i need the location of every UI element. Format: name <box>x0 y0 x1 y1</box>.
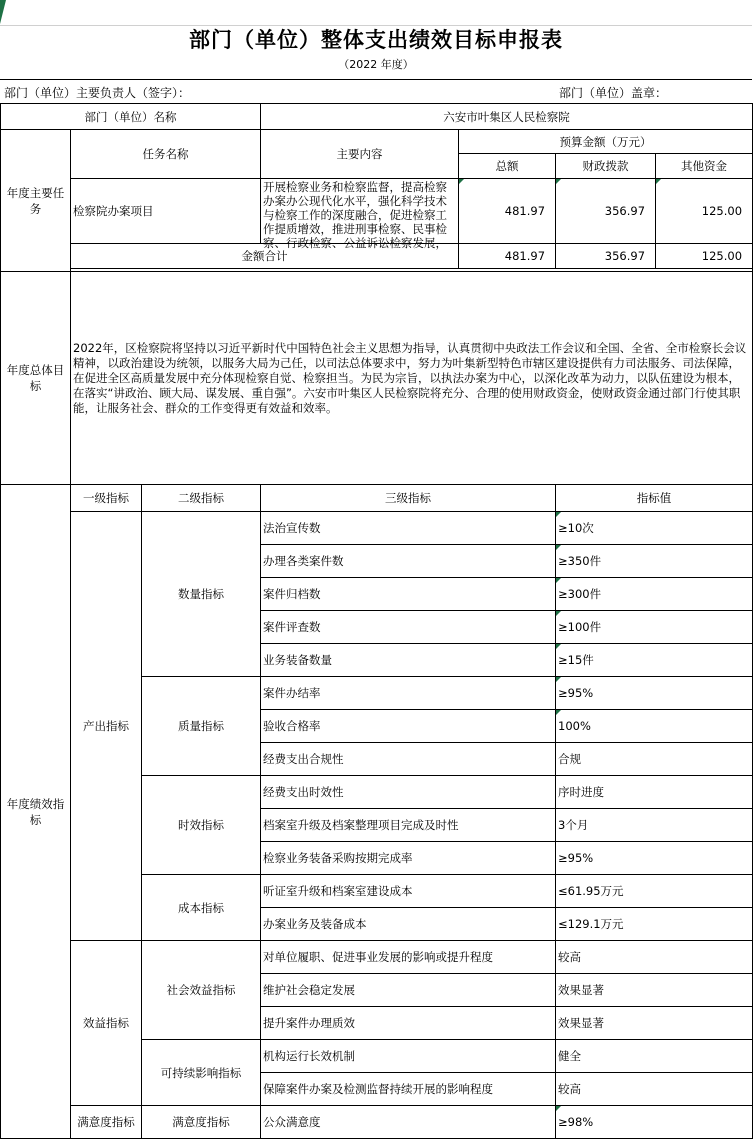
task-other: 125.00 <box>656 179 753 244</box>
l2-cost: 成本指标 <box>142 875 261 941</box>
indicator-value: 效果显著 <box>556 974 753 1007</box>
indicator-value: 序时进度 <box>556 776 753 809</box>
corner-marker <box>0 0 6 24</box>
l2-quality: 质量指标 <box>142 677 261 776</box>
other-header: 其他资金 <box>656 154 753 179</box>
indicator-value: ≥10次 <box>556 512 753 545</box>
indicator-name: 机构运行长效机制 <box>261 1040 556 1073</box>
indicator-value: ≥15件 <box>556 644 753 677</box>
total-header: 总额 <box>459 154 556 179</box>
indicator-name: 验收合格率 <box>261 710 556 743</box>
indicator-name: 办理各类案件数 <box>261 545 556 578</box>
indicator-value: 较高 <box>556 1073 753 1106</box>
indicator-value: 3个月 <box>556 809 753 842</box>
indicator-value: ≥350件 <box>556 545 753 578</box>
indicator-name: 经费支出合规性 <box>261 743 556 776</box>
l1-satisfaction: 满意度指标 <box>71 1106 142 1139</box>
indicator-value: ≥95% <box>556 677 753 710</box>
spreadsheet-top-bar <box>0 0 752 26</box>
indicator-name: 案件办结率 <box>261 677 556 710</box>
indicator-name: 对单位履职、促进事业发展的影响或提升程度 <box>261 941 556 974</box>
indicator-value: ≥100件 <box>556 611 753 644</box>
task-total: 481.97 <box>459 179 556 244</box>
l1-benefit: 效益指标 <box>71 941 142 1106</box>
fiscal-header: 财政拨款 <box>556 154 656 179</box>
sum-fiscal: 356.97 <box>556 244 656 269</box>
indicator-value: 较高 <box>556 941 753 974</box>
form-title: 部门（单位）整体支出绩效目标申报表 <box>189 28 563 52</box>
indicator-name: 提升案件办理质效 <box>261 1007 556 1040</box>
task-content-text: 开展检察业务和检察监督，提高检察办案办公现代化水平，强化科学技术与检察工作的深度融合，促进检察工作提质增效，推进刑事检察、民事检察、行政检察、公益诉讼检察发展， <box>263 180 448 250</box>
indicator-name: 维护社会稳定发展 <box>261 974 556 1007</box>
sum-other: 125.00 <box>656 244 753 269</box>
l2-header: 二级指标 <box>142 485 261 512</box>
indicator-name: 档案室升级及档案整理项目完成及时性 <box>261 809 556 842</box>
indicator-value: ≥98% <box>556 1106 753 1139</box>
indicator-value: ≥300件 <box>556 578 753 611</box>
l1-header: 一级指标 <box>71 485 142 512</box>
indicator-value: 效果显著 <box>556 1007 753 1040</box>
form-year: （2022 年度） <box>338 58 414 71</box>
signature-row <box>0 79 752 104</box>
indicator-name: 案件归档数 <box>261 578 556 611</box>
indicator-name: 听证室升级和档案室建设成本 <box>261 875 556 908</box>
indicator-value: ≤61.95万元 <box>556 875 753 908</box>
l2-timeliness: 时效指标 <box>142 776 261 875</box>
sum-label: 金额合计 <box>71 244 459 269</box>
task-name-header: 任务名称 <box>71 130 261 179</box>
dept-name-label: 部门（单位）名称 <box>1 104 261 130</box>
indicator-name: 检察业务装备采购按期完成率 <box>261 842 556 875</box>
l2-sustain: 可持续影响指标 <box>142 1040 261 1106</box>
indicator-name: 法治宣传数 <box>261 512 556 545</box>
task-fiscal: 356.97 <box>556 179 656 244</box>
goal-label: 年度总体目标 <box>1 272 71 485</box>
indicator-name: 办案业务及装备成本 <box>261 908 556 941</box>
leader-signature-label: 部门（单位）主要负责人（签字）： <box>4 86 191 100</box>
value-header: 指标值 <box>556 485 753 512</box>
indicator-name: 保障案件办案及检测监督持续开展的影响程度 <box>261 1073 556 1106</box>
indicator-name: 案件评查数 <box>261 611 556 644</box>
indicators-label: 年度绩效指标 <box>1 485 71 1139</box>
l2-satisfaction: 满意度指标 <box>142 1106 261 1139</box>
indicator-name: 业务装备数量 <box>261 644 556 677</box>
l3-header: 三级指标 <box>261 485 556 512</box>
goal-text: 2022年，区检察院将坚持以习近平新时代中国特色社会主义思想为指导，认真贯彻中央政法工作会议和全国、全省、全市检察长会议精神，以政治建设为统领，以服务大局为己任，以司法总体要求中，努力为叶集新型特色市辖区建设提供有力司法服务、司法保障，在促进全区高质量发展中充分体现检察自觉、检察担当。为民为宗旨，以执法办案为中心，以深化改革为动力，以队伍建设为根本，在落实“讲政治、顾大局、谋发展、重自强”。六安市叶集区人民检察院将充分、合理的使用财政资金，使财政资金通过部门行使其职能，让服务社会、群众的工作变得更有效益和效率。 <box>71 272 753 485</box>
l1-output: 产出指标 <box>71 512 142 941</box>
sum-total: 481.97 <box>459 244 556 269</box>
indicator-name: 经费支出时效性 <box>261 776 556 809</box>
performance-table <box>0 103 753 485</box>
l2-quantity: 数量指标 <box>142 512 261 677</box>
budget-header: 预算金额（万元） <box>459 130 753 154</box>
department-seal-label: 部门（单位）盖章： <box>559 86 668 100</box>
indicator-table <box>0 484 753 1139</box>
indicator-value: 合规 <box>556 743 753 776</box>
indicator-name: 公众满意度 <box>261 1106 556 1139</box>
tasks-section-label: 年度主要任务 <box>1 130 71 272</box>
dept-name-value: 六安市叶集区人民检察院 <box>261 104 753 130</box>
task-name: 检察院办案项目 <box>71 179 261 244</box>
content-header: 主要内容 <box>261 130 459 179</box>
l2-social: 社会效益指标 <box>142 941 261 1040</box>
indicator-value: ≤129.1万元 <box>556 908 753 941</box>
task-content <box>261 179 459 250</box>
indicator-value: 健全 <box>556 1040 753 1073</box>
indicator-value: 100% <box>556 710 753 743</box>
indicator-value: ≥95% <box>556 842 753 875</box>
